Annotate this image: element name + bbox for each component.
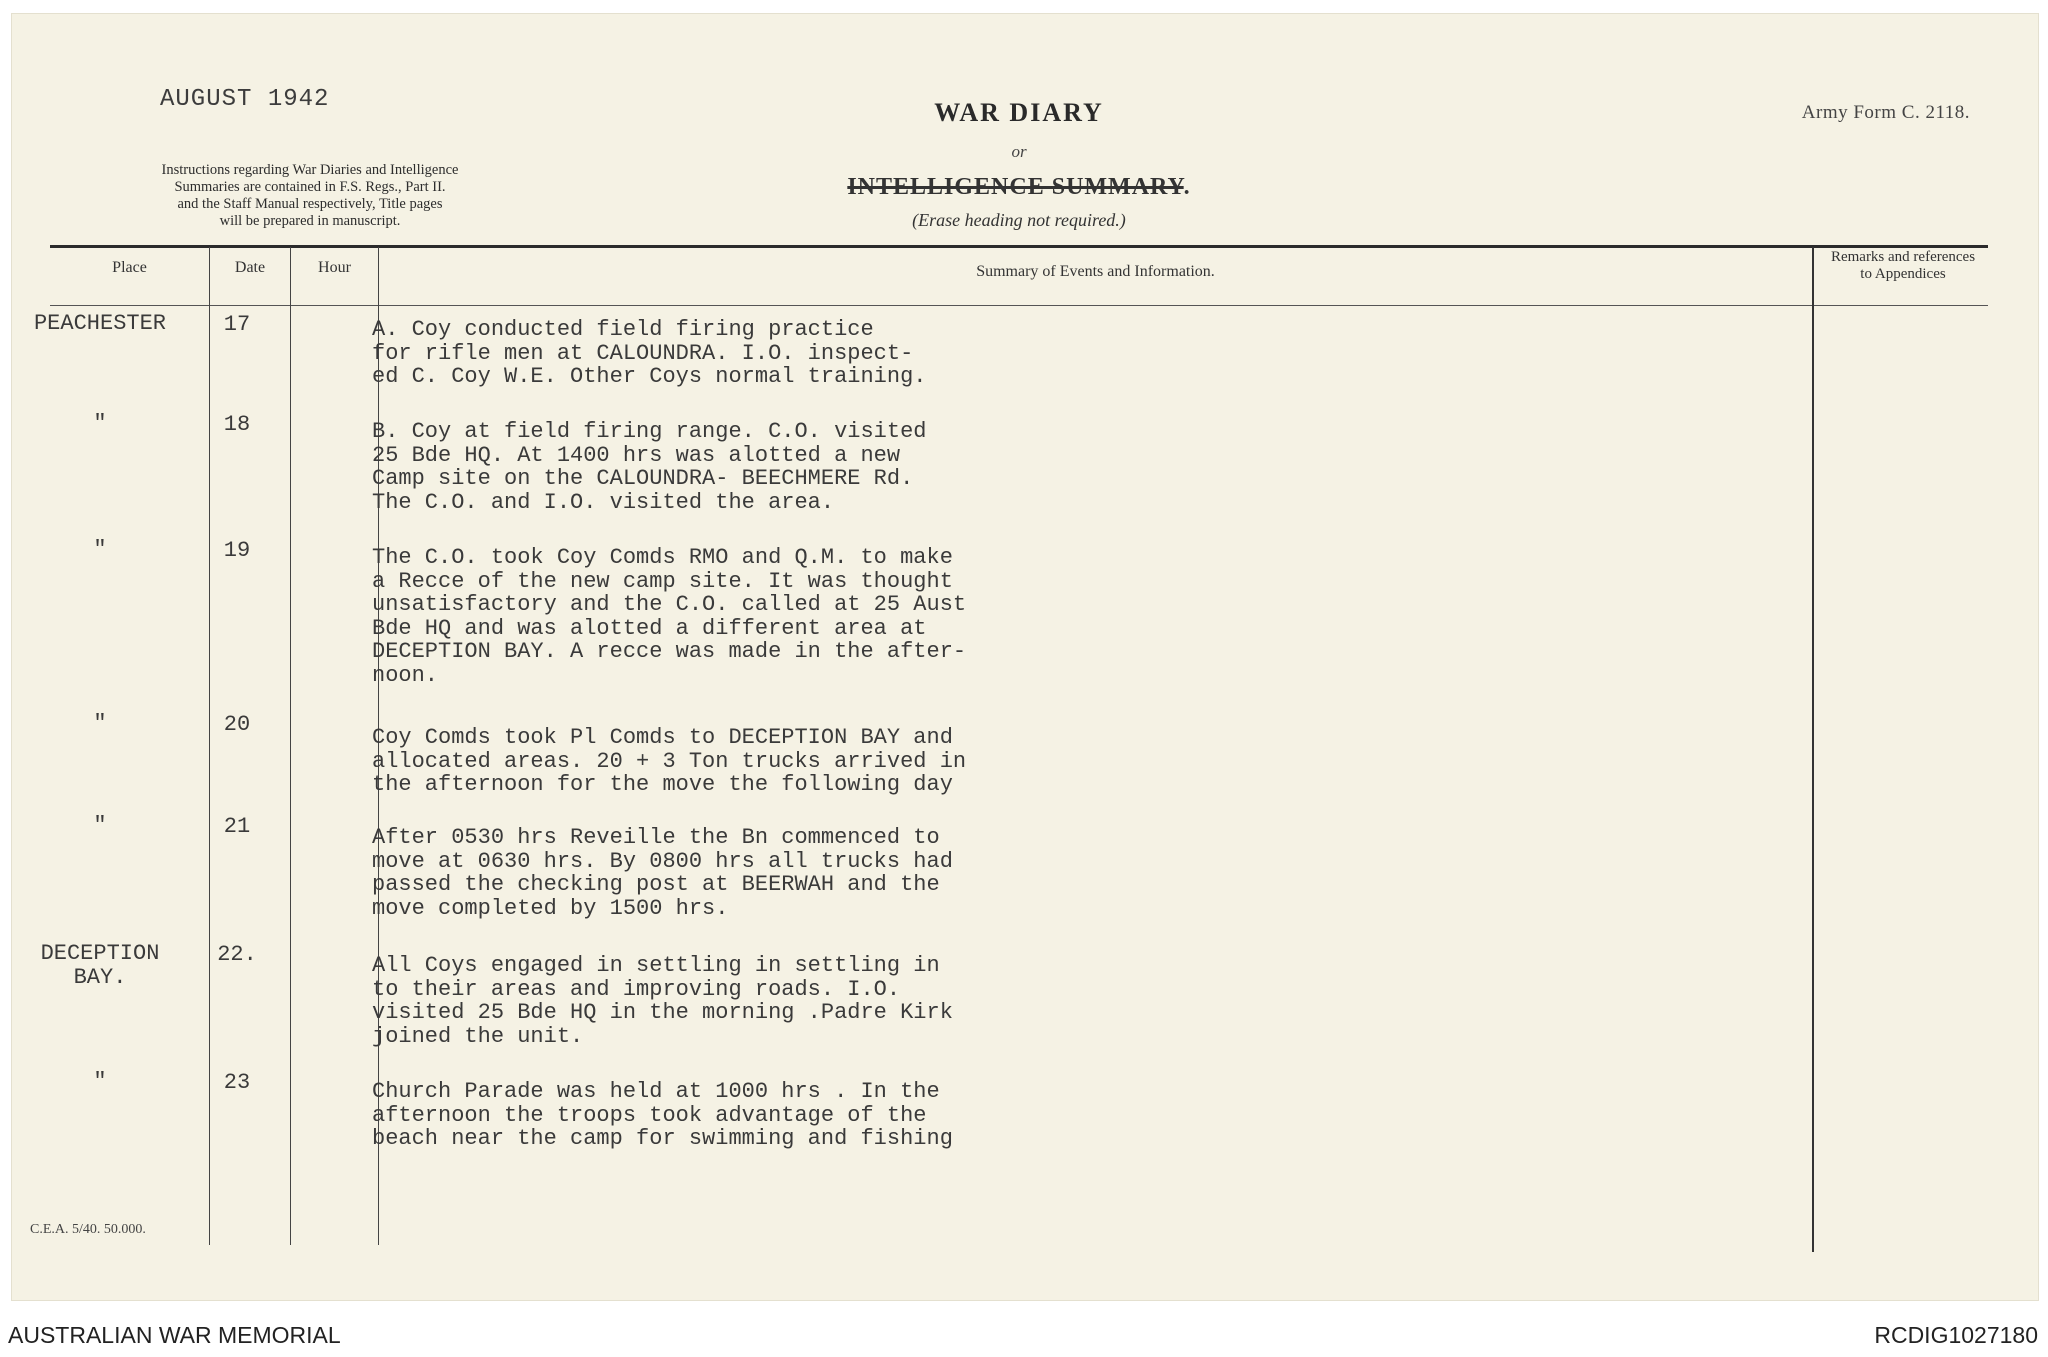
entry-place: PEACHESTER [33,311,167,336]
column-header-place: Place [112,259,147,276]
instructions-line: will be prepared in manuscript. [219,213,401,229]
instructions-line: Summaries are contained in F.S. Regs., Part II. [174,179,446,195]
page-title: WAR DIARY [934,98,1104,127]
column-divider-place [209,247,210,1245]
struck-heading-text: INTELLIGENCE SUMMARY [847,174,1184,200]
entry-summary: All Coys engaged in settling in settling in to their areas and improving roads. I.O. visited 25 Bde HQ in the morning .Padre Kirk joined the unit. [372,953,953,1049]
column-divider-date [290,247,291,1245]
entry-summary: B. Coy at field firing range. C.O. visited 25 Bde HQ. At 1400 hrs was alotted a new Camp site on the CALOUNDRA- BEECHMERE Rd. The C.O. and I.O. visited the area. [372,419,927,515]
entry-place: " [93,1069,107,1094]
entry-summary: A. Coy conducted field firing practice for rifle men at CALOUNDRA. I.O. inspect- ed C. Coy W.E. Other Coys normal training. [372,317,927,389]
entry-place: " [93,813,107,838]
column-header-summary: Summary of Events and Information. [976,263,1215,280]
entry-summary: After 0530 hrs Reveille the Bn commenced to move at 0630 hrs. By 0800 hrs all trucks had passed the checking post at BEERWAH and the move completed by 1500 hrs. [372,825,953,921]
entry-summary: Coy Comds took Pl Comds to DECEPTION BAY and allocated areas. 20 + 3 Ton trucks arrived in the afternoon for the move the following day [372,725,967,797]
struck-heading [0,174,2038,201]
column-header-hour: Hour [318,259,351,276]
printer-mark: C.E.A. 5/40. 50.000. [30,1222,146,1237]
entry-date: 19 [223,538,251,563]
form-number: Army Form C. 2118. [1801,102,1970,123]
struck-heading-period: . [1183,174,1191,200]
or-text: or [1011,142,1027,161]
entry-date: 18 [223,412,251,437]
instructions-line: Instructions regarding War Diaries and Intelligence [161,162,459,178]
entry-place: DECEPTION BAY. [40,941,160,990]
entry-summary: The C.O. took Coy Comds RMO and Q.M. to make a Recce of the new camp site. It was thought unsatisfactory and the C.O. called at 25 Aust Bde HQ and was alotted a different area at DECEPTION BAY. A recce was made in the after- noon. [372,545,967,688]
entry-place: " [93,537,107,562]
entry-date: 20 [223,712,251,737]
entry-date: 23 [223,1070,251,1095]
entry-date: 17 [223,312,251,337]
month-year: AUGUST 1942 [160,86,330,113]
entry-date: 22. [217,942,257,967]
column-header-date: Date [234,259,266,276]
column-header-remarks: Remarks and references to Appendices [1830,249,1976,282]
column-divider-summary [1812,247,1814,1252]
entry-place: " [93,411,107,436]
header-top-rule [50,245,1988,248]
instructions-line: and the Staff Manual respectively, Title pages [177,196,443,212]
archive-reference: RCDIG1027180 [1874,1322,2038,1348]
header-bottom-rule [50,305,1988,306]
archive-credit: AUSTRALIAN WAR MEMORIAL [8,1322,341,1348]
entry-place: " [93,711,107,736]
entry-date: 21 [223,814,251,839]
entry-summary: Church Parade was held at 1000 hrs . In the afternoon the troops took advantage of the beach near the camp for swimming and fishing [372,1079,953,1151]
erase-note: (Erase heading not required.) [912,210,1126,230]
